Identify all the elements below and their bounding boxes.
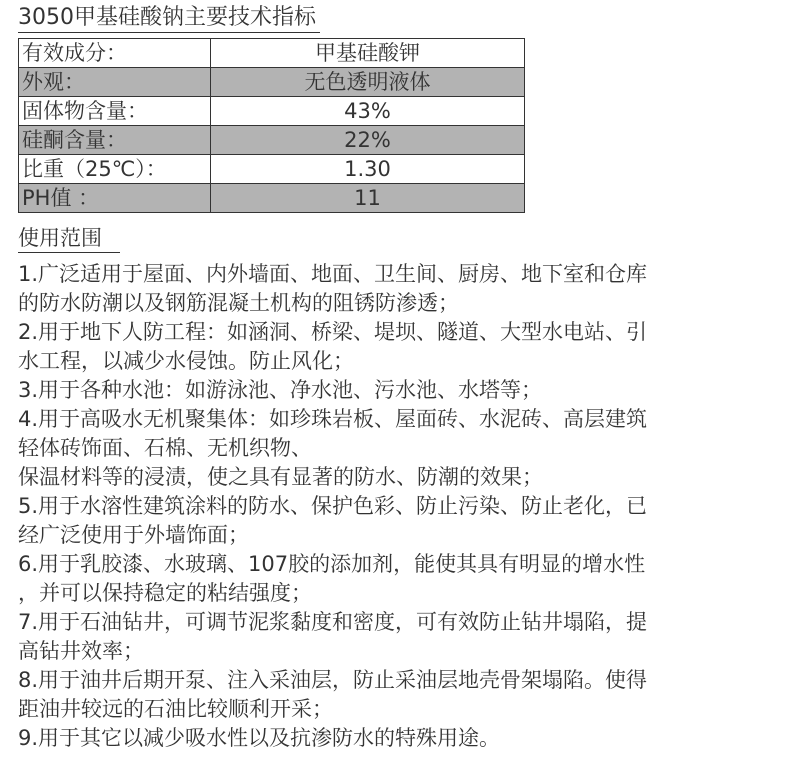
table-row (19, 155, 525, 184)
spec-key: 外观： (19, 68, 211, 97)
usage-line: 的防水防潮以及钢筋混凝土机构的阻锈防渗透； (18, 291, 459, 315)
usage-line: 8.用于油井后期开泵、注入采油层，防止采油层地壳骨架塌陷。使得 (18, 668, 648, 692)
spec-key: PH值 ： (19, 184, 211, 213)
usage-line: 距油井较远的石油比较顺利开采； (18, 697, 333, 721)
usage-line: 保温材料等的浸渍，使之具有显著的防水、防潮的效果； (18, 465, 543, 489)
usage-line: 9.用于其它以减少吸水性以及抗渗防水的特殊用途。 (18, 726, 501, 750)
usage-line: 2.用于地下人防工程：如涵洞、桥梁、堤坝、隧道、大型水电站、引 (18, 320, 648, 344)
spec-key: 固体物含量： (19, 97, 211, 126)
spec-key: 比重（25℃）： (19, 155, 211, 184)
spec-key: 硅酮含量： (19, 126, 211, 155)
spec-value: 43% (211, 97, 525, 126)
usage-line: 7.用于石油钻井，可调节泥浆黏度和密度，可有效防止钻井塌陷，提 (18, 610, 648, 634)
usage-line: 轻体砖饰面、石棉、无机织物、 (18, 436, 312, 460)
usage-line: 6.用于乳胶漆、水玻璃、107胶的添加剂，能使其具有明显的增水性 (18, 552, 646, 576)
table-row (19, 97, 525, 126)
usage-line: 高钻井效率； (18, 639, 144, 663)
spec-value: 11 (211, 184, 525, 213)
usage-line: ，并可以保持稳定的粘结强度； (18, 581, 312, 605)
table-row (19, 184, 525, 213)
usage-line: 水工程，以减少水侵蚀。防止风化； (18, 349, 354, 373)
table-row (19, 39, 525, 68)
usage-line: 3.用于各种水池：如游泳池、净水池、污水池、水塔等； (18, 378, 543, 402)
spec-key: 有效成分： (19, 39, 211, 68)
table-row (19, 68, 525, 97)
spec-value: 22% (211, 126, 525, 155)
usage-line: 经广泛使用于外墙饰面； (18, 523, 249, 547)
page-title: 3050甲基硅酸钠主要技术指标 (18, 4, 320, 33)
usage-line: 5.用于水溶性建筑涂料的防水、保护色彩、防止污染、防止老化，已 (18, 494, 648, 518)
usage-line: 1.广泛适用于屋面、内外墙面、地面、卫生间、厨房、地下室和仓库 (18, 262, 648, 286)
table-row (19, 126, 525, 155)
usage-line: 4.用于高吸水无机聚集体：如珍珠岩板、屋面砖、水泥砖、高层建筑 (18, 407, 648, 431)
spec-value: 无色透明液体 (211, 68, 525, 97)
spec-value: 甲基硅酸钾 (211, 39, 525, 68)
usage-list (18, 260, 753, 753)
spec-value: 1.30 (211, 155, 525, 184)
spec-table (18, 38, 525, 213)
usage-heading: 使用范围 (18, 224, 120, 253)
